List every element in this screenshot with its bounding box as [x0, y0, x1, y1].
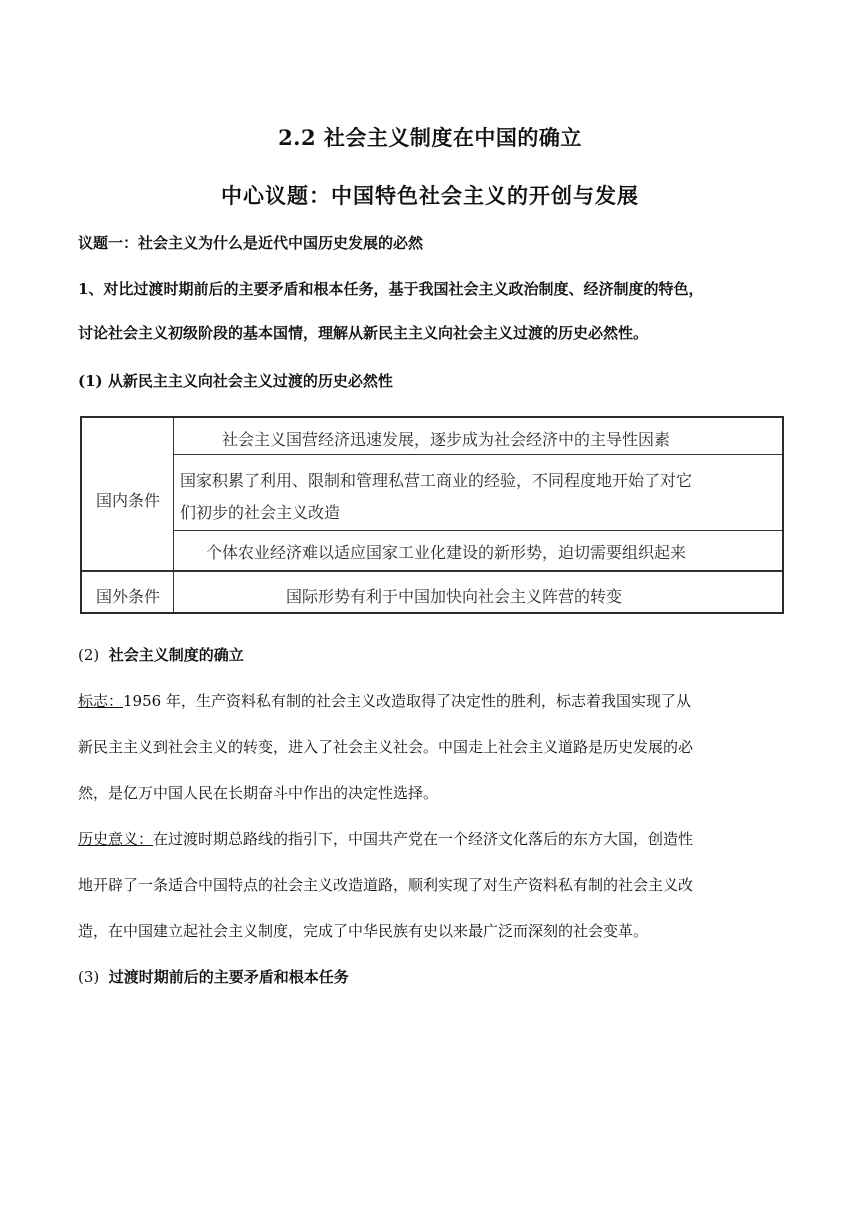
conditions-table [80, 416, 784, 614]
sign-line-2: 新民主主义到社会主义的转变，进入了社会主义社会。中国走上社会主义道路是历史发展的必 [78, 738, 694, 756]
significance-line-2: 地开辟了一条适合中国特点的社会主义改造道路，顺利实现了对生产资料私有制的社会主义改 [78, 876, 694, 894]
table-cell: 国家积累了利用、限制和管理私营工商业的经验，不同程度地开始了对它 [180, 471, 693, 490]
table-row-divider [174, 454, 782, 455]
question-line-1: 1、对比过渡时期前后的主要矛盾和根本任务，基于我国社会主义政治制度、经济制度的特色， [78, 280, 704, 298]
sign-label: 标志： [78, 692, 124, 710]
section-2-number: (2) [78, 646, 100, 664]
topic-heading: 议题一：社会主义为什么是近代中国历史发展的必然 [78, 234, 424, 252]
significance-line-1 [78, 828, 693, 849]
sign-line-1 [78, 690, 691, 711]
table-cell: 国际形势有利于中国加快向社会主义阵营的转变 [286, 587, 623, 606]
table-cell: 们初步的社会主义改造 [180, 503, 341, 522]
page-subtitle: 中心议题：中国特色社会主义的开创与发展 [221, 184, 639, 208]
table-row-divider [174, 530, 782, 531]
section-2-heading [78, 644, 244, 665]
sign-text-1: 1956 年，生产资料私有制的社会主义改造取得了决定性的胜利，标志着我国实现了从 [123, 692, 691, 710]
significance-label: 历史意义： [78, 830, 154, 848]
significance-line-3: 造，在中国建立起社会主义制度，完成了中华民族有史以来最广泛而深刻的社会变革。 [78, 922, 649, 940]
table-cell: 个体农业经济难以适应国家工业化建设的新形势，迫切需要组织起来 [206, 543, 687, 562]
sign-line-3: 然，是亿万中国人民在长期奋斗中作出的决定性选择。 [78, 784, 439, 802]
significance-text-1: 在过渡时期总路线的指引下，中国共产党在一个经济文化落后的东方大国，创造性 [153, 830, 694, 848]
question-line-2: 讨论社会主义初级阶段的基本国情，理解从新民主主义向社会主义过渡的历史必然性。 [78, 324, 649, 342]
table-left-column [82, 418, 174, 612]
table-cell: 社会主义国营经济迅速发展，逐步成为社会经济中的主导性因素 [222, 430, 671, 449]
domestic-conditions-label: 国内条件 [95, 491, 160, 510]
section-2-title: 社会主义制度的确立 [108, 646, 244, 664]
section-1-heading: (1) 从新民主主义向社会主义过渡的历史必然性 [78, 372, 393, 390]
table-section-divider [82, 570, 782, 572]
section-3-heading [78, 966, 349, 987]
foreign-conditions-label: 国外条件 [95, 587, 160, 606]
section-3-number: (3) [78, 968, 100, 986]
section-3-title: 过渡时期前后的主要矛盾和根本任务 [108, 968, 349, 986]
page-title: 2.2 社会主义制度在中国的确立 [278, 125, 582, 150]
